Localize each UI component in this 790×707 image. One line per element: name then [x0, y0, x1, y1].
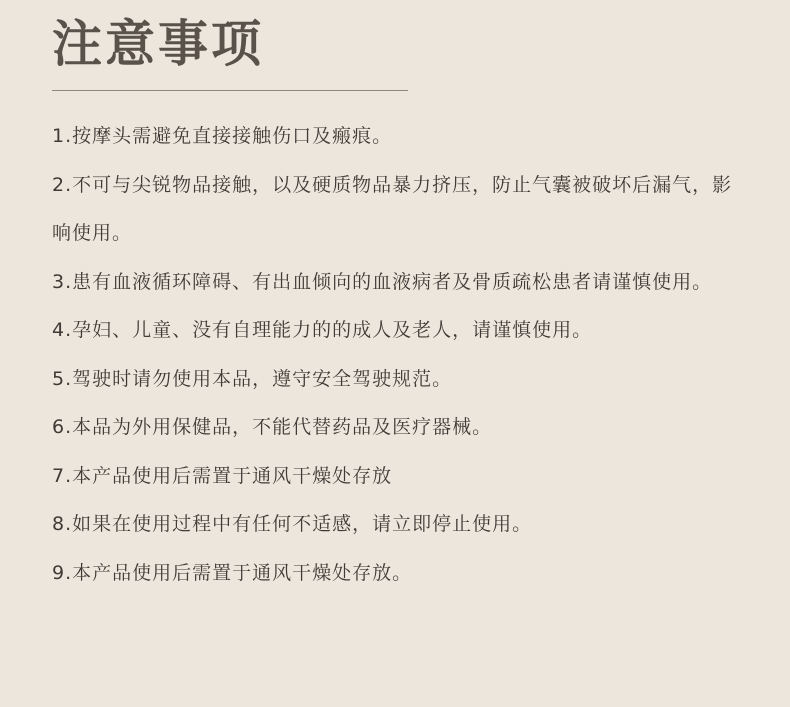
note-item-4: 4.孕妇、儿童、没有自理能力的的成人及老人，请谨慎使用。 [52, 319, 593, 341]
note-item-5: 5.驾驶时请勿使用本品，遵守安全驾驶规范。 [52, 367, 453, 390]
notes-list [52, 112, 752, 597]
note-item-6: 6.本品为外用保健品，不能代替药品及医疗器械。 [52, 416, 493, 438]
note-item-2: 2.不可与尖锐物品接触，以及硬质物品暴力挤压，防止气囊被破坏后漏气，影响使用。 [52, 173, 733, 244]
note-item-1: 1.按摩头需避免直接接触伤口及瘢痕。 [52, 125, 393, 147]
title-divider [52, 90, 408, 91]
note-item-9: 9.本产品使用后需置于通风干燥处存放。 [52, 561, 413, 584]
note-item-3: 3.患有血液循环障碍、有出血倾向的血液病者及骨质疏松患者请谨慎使用。 [52, 270, 713, 293]
note-item-8: 8.如果在使用过程中有任何不适感，请立即停止使用。 [52, 513, 533, 535]
note-item-7: 7.本产品使用后需置于通风干燥处存放 [52, 464, 393, 487]
page-title: 注意事项 [52, 15, 264, 73]
